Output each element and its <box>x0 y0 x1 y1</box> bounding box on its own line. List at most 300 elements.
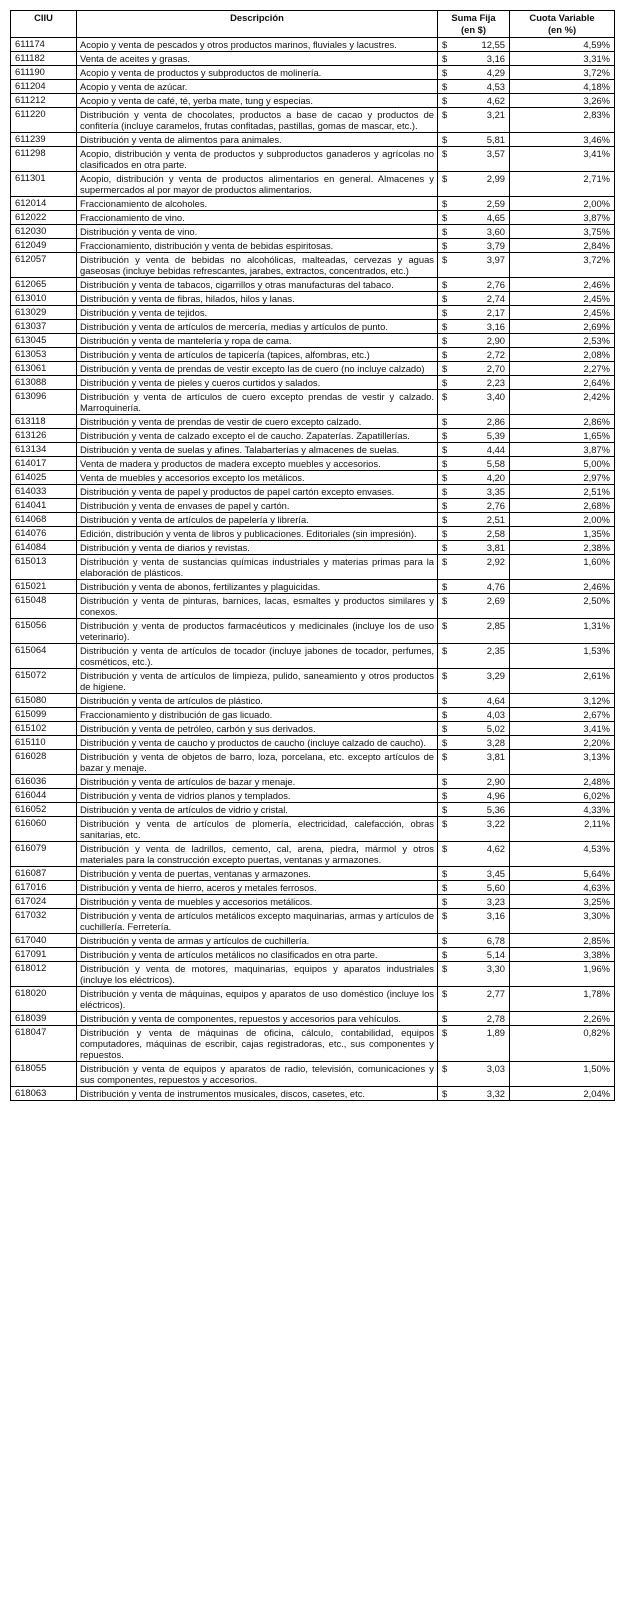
suma-fija-cell <box>438 669 510 694</box>
table-row <box>11 415 615 429</box>
descripcion-cell: Distribución y venta de caucho y productos de caucho (incluye calzado de caucho). <box>77 736 438 750</box>
suma-fija-value: 2,86 <box>486 416 505 427</box>
cuota-variable-cell: 3,87% <box>510 211 615 225</box>
ciiu-code-cell: 613134 <box>11 443 77 457</box>
suma-fija-value: 3,21 <box>486 109 505 120</box>
descripcion-cell: Venta de muebles y accesorios excepto los metálicos. <box>77 471 438 485</box>
descripcion-cell: Distribución y venta de petróleo, carbón y sus derivados. <box>77 722 438 736</box>
table-row <box>11 694 615 708</box>
cuota-variable-cell: 1,31% <box>510 619 615 644</box>
ciiu-code-cell: 615099 <box>11 708 77 722</box>
suma-fija-cell <box>438 334 510 348</box>
descripcion-cell: Acopio y venta de pescados y otros productos marinos, fluviales y lacustres. <box>77 38 438 52</box>
suma-fija-value: 5,14 <box>486 949 505 960</box>
suma-fija-value: 2,90 <box>486 776 505 787</box>
ciiu-code-cell: 616044 <box>11 789 77 803</box>
descripcion-cell: Distribución y venta de pieles y cueros curtidos y salados. <box>77 376 438 390</box>
header-suma-fija-line2: (en $) <box>460 24 486 35</box>
cuota-variable-cell: 1,78% <box>510 987 615 1012</box>
ciiu-code-cell: 615064 <box>11 644 77 669</box>
cuota-variable-cell: 2,42% <box>510 390 615 415</box>
cuota-variable-cell: 3,41% <box>510 147 615 172</box>
ciiu-code-cell: 612022 <box>11 211 77 225</box>
suma-fija-cell <box>438 306 510 320</box>
suma-fija-value: 3,30 <box>486 963 505 974</box>
suma-fija-cell <box>438 580 510 594</box>
ciiu-code-cell: 612030 <box>11 225 77 239</box>
descripcion-cell: Distribución y venta de artículos de vidrio y cristal. <box>77 803 438 817</box>
suma-fija-cell <box>438 619 510 644</box>
ciiu-code-cell: 614076 <box>11 527 77 541</box>
ciiu-code-cell: 614068 <box>11 513 77 527</box>
suma-fija-value: 3,35 <box>486 486 505 497</box>
suma-fija-cell <box>438 644 510 669</box>
ciiu-code-cell: 616028 <box>11 750 77 775</box>
currency-symbol: $ <box>442 910 448 921</box>
cuota-variable-cell: 4,63% <box>510 881 615 895</box>
descripcion-cell: Distribución y venta de equipos y aparatos de radio, televisión, comunicaciones y sus componentes, repuestos y accesorios. <box>77 1062 438 1087</box>
ciiu-code-cell: 613088 <box>11 376 77 390</box>
header-ciiu-label: CIIU <box>34 12 53 23</box>
header-descripcion <box>77 11 438 38</box>
suma-fija-cell <box>438 429 510 443</box>
currency-symbol: $ <box>442 416 448 427</box>
descripcion-cell: Acopio y venta de azúcar. <box>77 80 438 94</box>
currency-symbol: $ <box>442 556 448 567</box>
cuota-variable-cell: 5,00% <box>510 457 615 471</box>
cuota-variable-cell: 0,82% <box>510 1026 615 1062</box>
table-row <box>11 1087 615 1101</box>
table-row <box>11 842 615 867</box>
cuota-variable-cell: 2,64% <box>510 376 615 390</box>
suma-fija-cell <box>438 736 510 750</box>
cuota-variable-cell: 3,30% <box>510 909 615 934</box>
ciiu-code-cell: 611182 <box>11 52 77 66</box>
table-row <box>11 306 615 320</box>
currency-symbol: $ <box>442 896 448 907</box>
ciiu-code-cell: 614017 <box>11 457 77 471</box>
table-row <box>11 1062 615 1087</box>
table-row <box>11 644 615 669</box>
currency-symbol: $ <box>442 1027 448 1038</box>
table-row <box>11 909 615 934</box>
table-row <box>11 513 615 527</box>
suma-fija-cell <box>438 225 510 239</box>
cuota-variable-cell: 6,02% <box>510 789 615 803</box>
cuota-variable-cell: 2,86% <box>510 415 615 429</box>
descripcion-cell: Fraccionamiento de alcoholes. <box>77 197 438 211</box>
table-row <box>11 541 615 555</box>
suma-fija-cell <box>438 147 510 172</box>
currency-symbol: $ <box>442 514 448 525</box>
table-row <box>11 775 615 789</box>
currency-symbol: $ <box>442 500 448 511</box>
header-cuota-variable-line2: (en %) <box>547 24 577 35</box>
ciiu-code-cell: 614041 <box>11 499 77 513</box>
table-row <box>11 443 615 457</box>
cuota-variable-cell: 4,18% <box>510 80 615 94</box>
ciiu-code-cell: 612065 <box>11 278 77 292</box>
descripcion-cell: Acopio y venta de café, té, yerba mate, tung y especias. <box>77 94 438 108</box>
suma-fija-value: 2,70 <box>486 363 505 374</box>
suma-fija-value: 3,28 <box>486 737 505 748</box>
suma-fija-cell <box>438 108 510 133</box>
suma-fija-value: 5,36 <box>486 804 505 815</box>
suma-fija-value: 2,69 <box>486 595 505 606</box>
cuota-variable-cell: 1,53% <box>510 644 615 669</box>
suma-fija-cell <box>438 94 510 108</box>
table-row <box>11 197 615 211</box>
currency-symbol: $ <box>442 1088 448 1099</box>
ciiu-code-cell: 614025 <box>11 471 77 485</box>
ciiu-code-cell: 618012 <box>11 962 77 987</box>
suma-fija-value: 3,03 <box>486 1063 505 1074</box>
suma-fija-cell <box>438 867 510 881</box>
ciiu-code-cell: 613045 <box>11 334 77 348</box>
ciiu-code-cell: 618039 <box>11 1012 77 1026</box>
ciiu-code-cell: 614084 <box>11 541 77 555</box>
table-row <box>11 133 615 147</box>
suma-fija-cell <box>438 775 510 789</box>
currency-symbol: $ <box>442 134 448 145</box>
descripcion-cell: Distribución y venta de fibras, hilados, hilos y lanas. <box>77 292 438 306</box>
table-row <box>11 38 615 52</box>
suma-fija-cell <box>438 594 510 619</box>
cuota-variable-cell: 2,84% <box>510 239 615 253</box>
cuota-variable-cell: 3,13% <box>510 750 615 775</box>
suma-fija-cell <box>438 172 510 197</box>
suma-fija-cell <box>438 38 510 52</box>
table-row <box>11 485 615 499</box>
descripcion-cell: Distribución y venta de motores, maquinarias, equipos y aparatos industriales (incluye los eléctricos). <box>77 962 438 987</box>
suma-fija-value: 5,81 <box>486 134 505 145</box>
suma-fija-cell <box>438 1012 510 1026</box>
cuota-variable-cell: 1,50% <box>510 1062 615 1087</box>
descripcion-cell: Distribución y venta de envases de papel y cartón. <box>77 499 438 513</box>
currency-symbol: $ <box>442 67 448 78</box>
table-row <box>11 555 615 580</box>
ciiu-code-cell: 618047 <box>11 1026 77 1062</box>
suma-fija-value: 12,55 <box>481 39 505 50</box>
suma-fija-cell <box>438 708 510 722</box>
descripcion-cell: Distribución y venta de máquinas, equipos y aparatos de uso doméstico (incluye los eléctricos). <box>77 987 438 1012</box>
table-row <box>11 172 615 197</box>
descripcion-cell: Distribución y venta de artículos de tocador (incluye jabones de tocador, perfumes, cosméticos, etc.). <box>77 644 438 669</box>
currency-symbol: $ <box>442 818 448 829</box>
currency-symbol: $ <box>442 804 448 815</box>
descripcion-cell: Distribución y venta de puertas, ventanas y armazones. <box>77 867 438 881</box>
suma-fija-value: 2,78 <box>486 1013 505 1024</box>
table-row <box>11 362 615 376</box>
descripcion-cell: Distribución y venta de productos farmacéuticos y medicinales (incluye los de uso veterinario). <box>77 619 438 644</box>
header-descripcion-label: Descripción <box>230 12 284 23</box>
currency-symbol: $ <box>442 935 448 946</box>
descripcion-cell: Acopio, distribución y venta de productos y subproductos ganaderos y agrícolas no clasificados en otra parte. <box>77 147 438 172</box>
suma-fija-cell <box>438 320 510 334</box>
suma-fija-value: 4,62 <box>486 843 505 854</box>
cuota-variable-cell: 3,25% <box>510 895 615 909</box>
descripcion-cell: Distribución y venta de chocolates, productos a base de cacao y productos de confitería (incluye caramelos, frutas confitadas, pastillas, gomas de mascar, etc.). <box>77 108 438 133</box>
suma-fija-value: 2,59 <box>486 198 505 209</box>
ciiu-code-cell: 612014 <box>11 197 77 211</box>
suma-fija-value: 4,76 <box>486 581 505 592</box>
header-cuota-variable-line1: Cuota Variable <box>529 12 595 23</box>
suma-fija-value: 5,02 <box>486 723 505 734</box>
suma-fija-value: 2,23 <box>486 377 505 388</box>
descripcion-cell: Distribución y venta de tejidos. <box>77 306 438 320</box>
suma-fija-value: 4,62 <box>486 95 505 106</box>
currency-symbol: $ <box>442 670 448 681</box>
suma-fija-value: 2,90 <box>486 335 505 346</box>
currency-symbol: $ <box>442 212 448 223</box>
table-row <box>11 457 615 471</box>
descripcion-cell: Acopio y venta de productos y subproductos de molinería. <box>77 66 438 80</box>
suma-fija-value: 6,78 <box>486 935 505 946</box>
cuota-variable-cell: 2,20% <box>510 736 615 750</box>
table-row <box>11 278 615 292</box>
ciiu-code-cell: 615072 <box>11 669 77 694</box>
table-row <box>11 1026 615 1062</box>
currency-symbol: $ <box>442 254 448 265</box>
descripcion-cell: Acopio, distribución y venta de productos alimentarios en general. Almacenes y supermercados al por mayor de productos alimentarios. <box>77 172 438 197</box>
ciiu-code-cell: 617091 <box>11 948 77 962</box>
descripcion-cell: Distribución y venta de instrumentos musicales, discos, casetes, etc. <box>77 1087 438 1101</box>
ciiu-code-cell: 611220 <box>11 108 77 133</box>
suma-fija-value: 2,35 <box>486 645 505 656</box>
header-suma-fija <box>438 11 510 38</box>
descripcion-cell: Distribución y venta de artículos de papelería y librería. <box>77 513 438 527</box>
suma-fija-value: 3,57 <box>486 148 505 159</box>
table-row <box>11 253 615 278</box>
cuota-variable-cell: 3,31% <box>510 52 615 66</box>
ciiu-code-cell: 613010 <box>11 292 77 306</box>
descripcion-cell: Distribución y venta de calzado excepto el de caucho. Zapaterías. Zapatillerías. <box>77 429 438 443</box>
table-row <box>11 594 615 619</box>
cuota-variable-cell: 2,67% <box>510 708 615 722</box>
ciiu-code-cell: 613126 <box>11 429 77 443</box>
suma-fija-value: 4,96 <box>486 790 505 801</box>
suma-fija-cell <box>438 133 510 147</box>
table-row <box>11 867 615 881</box>
ciiu-code-cell: 612057 <box>11 253 77 278</box>
cuota-variable-cell: 3,41% <box>510 722 615 736</box>
suma-fija-value: 3,16 <box>486 910 505 921</box>
cuota-variable-cell: 2,83% <box>510 108 615 133</box>
ciiu-code-cell: 616052 <box>11 803 77 817</box>
table-row <box>11 962 615 987</box>
suma-fija-cell <box>438 443 510 457</box>
descripcion-cell: Edición, distribución y venta de libros y publicaciones. Editoriales (sin impresión). <box>77 527 438 541</box>
ciiu-code-cell: 617040 <box>11 934 77 948</box>
suma-fija-cell <box>438 722 510 736</box>
currency-symbol: $ <box>442 963 448 974</box>
suma-fija-cell <box>438 485 510 499</box>
suma-fija-cell <box>438 962 510 987</box>
suma-fija-cell <box>438 292 510 306</box>
currency-symbol: $ <box>442 542 448 553</box>
suma-fija-cell <box>438 909 510 934</box>
cuota-variable-cell: 2,46% <box>510 580 615 594</box>
currency-symbol: $ <box>442 709 448 720</box>
suma-fija-cell <box>438 253 510 278</box>
suma-fija-cell <box>438 66 510 80</box>
currency-symbol: $ <box>442 868 448 879</box>
descripcion-cell: Distribución y venta de componentes, repuestos y accesorios para vehículos. <box>77 1012 438 1026</box>
suma-fija-cell <box>438 803 510 817</box>
table-row <box>11 239 615 253</box>
suma-fija-cell <box>438 376 510 390</box>
descripcion-cell: Distribución y venta de suelas y afines. Talabarterías y almacenes de suelas. <box>77 443 438 457</box>
suma-fija-value: 4,03 <box>486 709 505 720</box>
suma-fija-cell <box>438 881 510 895</box>
ciiu-code-cell: 618055 <box>11 1062 77 1087</box>
suma-fija-value: 2,17 <box>486 307 505 318</box>
currency-symbol: $ <box>442 335 448 346</box>
table-row <box>11 292 615 306</box>
suma-fija-value: 1,89 <box>486 1027 505 1038</box>
currency-symbol: $ <box>442 737 448 748</box>
header-ciiu <box>11 11 77 38</box>
table-row <box>11 948 615 962</box>
suma-fija-value: 4,44 <box>486 444 505 455</box>
currency-symbol: $ <box>442 81 448 92</box>
ciiu-code-cell: 618020 <box>11 987 77 1012</box>
ciiu-code-cell: 615080 <box>11 694 77 708</box>
currency-symbol: $ <box>442 349 448 360</box>
cuota-variable-cell: 2,00% <box>510 197 615 211</box>
suma-fija-value: 2,99 <box>486 173 505 184</box>
suma-fija-cell <box>438 789 510 803</box>
table-row <box>11 320 615 334</box>
descripcion-cell: Distribución y venta de hierro, aceros y metales ferrosos. <box>77 881 438 895</box>
cuota-variable-cell: 2,46% <box>510 278 615 292</box>
suma-fija-value: 3,97 <box>486 254 505 265</box>
suma-fija-cell <box>438 948 510 962</box>
currency-symbol: $ <box>442 377 448 388</box>
currency-symbol: $ <box>442 595 448 606</box>
suma-fija-cell <box>438 895 510 909</box>
suma-fija-value: 2,72 <box>486 349 505 360</box>
currency-symbol: $ <box>442 528 448 539</box>
cuota-variable-cell: 3,75% <box>510 225 615 239</box>
table-row <box>11 881 615 895</box>
ciiu-code-cell: 616087 <box>11 867 77 881</box>
ciiu-code-cell: 615110 <box>11 736 77 750</box>
suma-fija-value: 3,45 <box>486 868 505 879</box>
suma-fija-cell <box>438 527 510 541</box>
suma-fija-cell <box>438 457 510 471</box>
suma-fija-value: 3,22 <box>486 818 505 829</box>
descripcion-cell: Distribución y venta de papel y productos de papel cartón excepto envases. <box>77 485 438 499</box>
table-row <box>11 390 615 415</box>
suma-fija-cell <box>438 415 510 429</box>
currency-symbol: $ <box>442 53 448 64</box>
table-row <box>11 580 615 594</box>
currency-symbol: $ <box>442 988 448 999</box>
descripcion-cell: Distribución y venta de artículos de mercería, medias y artículos de punto. <box>77 320 438 334</box>
descripcion-cell: Distribución y venta de tabacos, cigarrillos y otras manufacturas del tabaco. <box>77 278 438 292</box>
suma-fija-cell <box>438 197 510 211</box>
suma-fija-value: 5,60 <box>486 882 505 893</box>
currency-symbol: $ <box>442 1063 448 1074</box>
table-row <box>11 736 615 750</box>
suma-fija-cell <box>438 1026 510 1062</box>
descripcion-cell: Distribución y venta de artículos de cuero excepto prendas de vestir y calzado. Marroquinería. <box>77 390 438 415</box>
table-row <box>11 147 615 172</box>
table-header-row <box>11 11 615 38</box>
ciiu-code-cell: 615013 <box>11 555 77 580</box>
cuota-variable-cell: 3,12% <box>510 694 615 708</box>
descripcion-cell: Distribución y venta de artículos de plomería, electricidad, calefacción, obras sanitarias, etc. <box>77 817 438 842</box>
table-row <box>11 669 615 694</box>
descripcion-cell: Distribución y venta de armas y artículos de cuchillería. <box>77 934 438 948</box>
suma-fija-cell <box>438 842 510 867</box>
descripcion-cell: Distribución y venta de alimentos para animales. <box>77 133 438 147</box>
cuota-variable-cell: 2,48% <box>510 775 615 789</box>
descripcion-cell: Fraccionamiento, distribución y venta de bebidas espiritosas. <box>77 239 438 253</box>
cuota-variable-cell: 2,85% <box>510 934 615 948</box>
suma-fija-value: 2,77 <box>486 988 505 999</box>
suma-fija-value: 4,53 <box>486 81 505 92</box>
currency-symbol: $ <box>442 430 448 441</box>
cuota-variable-cell: 2,69% <box>510 320 615 334</box>
ciiu-code-cell: 613029 <box>11 306 77 320</box>
table-row <box>11 499 615 513</box>
descripcion-cell: Fraccionamiento y distribución de gas licuado. <box>77 708 438 722</box>
ciiu-code-cell: 614033 <box>11 485 77 499</box>
ciiu-code-cell: 613096 <box>11 390 77 415</box>
currency-symbol: $ <box>442 240 448 251</box>
ciiu-code-cell: 616060 <box>11 817 77 842</box>
descripcion-cell: Distribución y venta de artículos de limpieza, pulido, saneamiento y otros productos de higiene. <box>77 669 438 694</box>
currency-symbol: $ <box>442 321 448 332</box>
table-row <box>11 1012 615 1026</box>
descripcion-cell: Venta de aceites y grasas. <box>77 52 438 66</box>
suma-fija-cell <box>438 471 510 485</box>
currency-symbol: $ <box>442 882 448 893</box>
ciiu-code-cell: 617016 <box>11 881 77 895</box>
header-suma-fija-line1: Suma Fija <box>451 12 496 23</box>
table-row <box>11 803 615 817</box>
currency-symbol: $ <box>442 458 448 469</box>
cuota-variable-cell: 2,08% <box>510 348 615 362</box>
suma-fija-cell <box>438 499 510 513</box>
suma-fija-cell <box>438 555 510 580</box>
table-body <box>11 38 615 1101</box>
descripcion-cell: Distribución y venta de pinturas, barnices, lacas, esmaltes y productos similares y conexos. <box>77 594 438 619</box>
suma-fija-value: 2,76 <box>486 500 505 511</box>
ciiu-code-cell: 611204 <box>11 80 77 94</box>
descripcion-cell: Distribución y venta de objetos de barro, loza, porcelana, etc. excepto artículos de bazar y menaje. <box>77 750 438 775</box>
currency-symbol: $ <box>442 279 448 290</box>
suma-fija-value: 2,74 <box>486 293 505 304</box>
currency-symbol: $ <box>442 391 448 402</box>
suma-fija-value: 3,40 <box>486 391 505 402</box>
cuota-variable-cell: 3,72% <box>510 66 615 80</box>
table-row <box>11 66 615 80</box>
suma-fija-cell <box>438 750 510 775</box>
descripcion-cell: Distribución y venta de máquinas de oficina, cálculo, contabilidad, equipos computadores, máquinas de escribir, cajas registradoras, etc., sus componentes y repuestos. <box>77 1026 438 1062</box>
table-row <box>11 987 615 1012</box>
suma-fija-cell <box>438 541 510 555</box>
suma-fija-cell <box>438 513 510 527</box>
currency-symbol: $ <box>442 645 448 656</box>
descripcion-cell: Distribución y venta de sustancias químicas industriales y materias primas para la elaboración de plásticos. <box>77 555 438 580</box>
table-row <box>11 471 615 485</box>
suma-fija-value: 3,32 <box>486 1088 505 1099</box>
currency-symbol: $ <box>442 695 448 706</box>
suma-fija-value: 3,16 <box>486 321 505 332</box>
